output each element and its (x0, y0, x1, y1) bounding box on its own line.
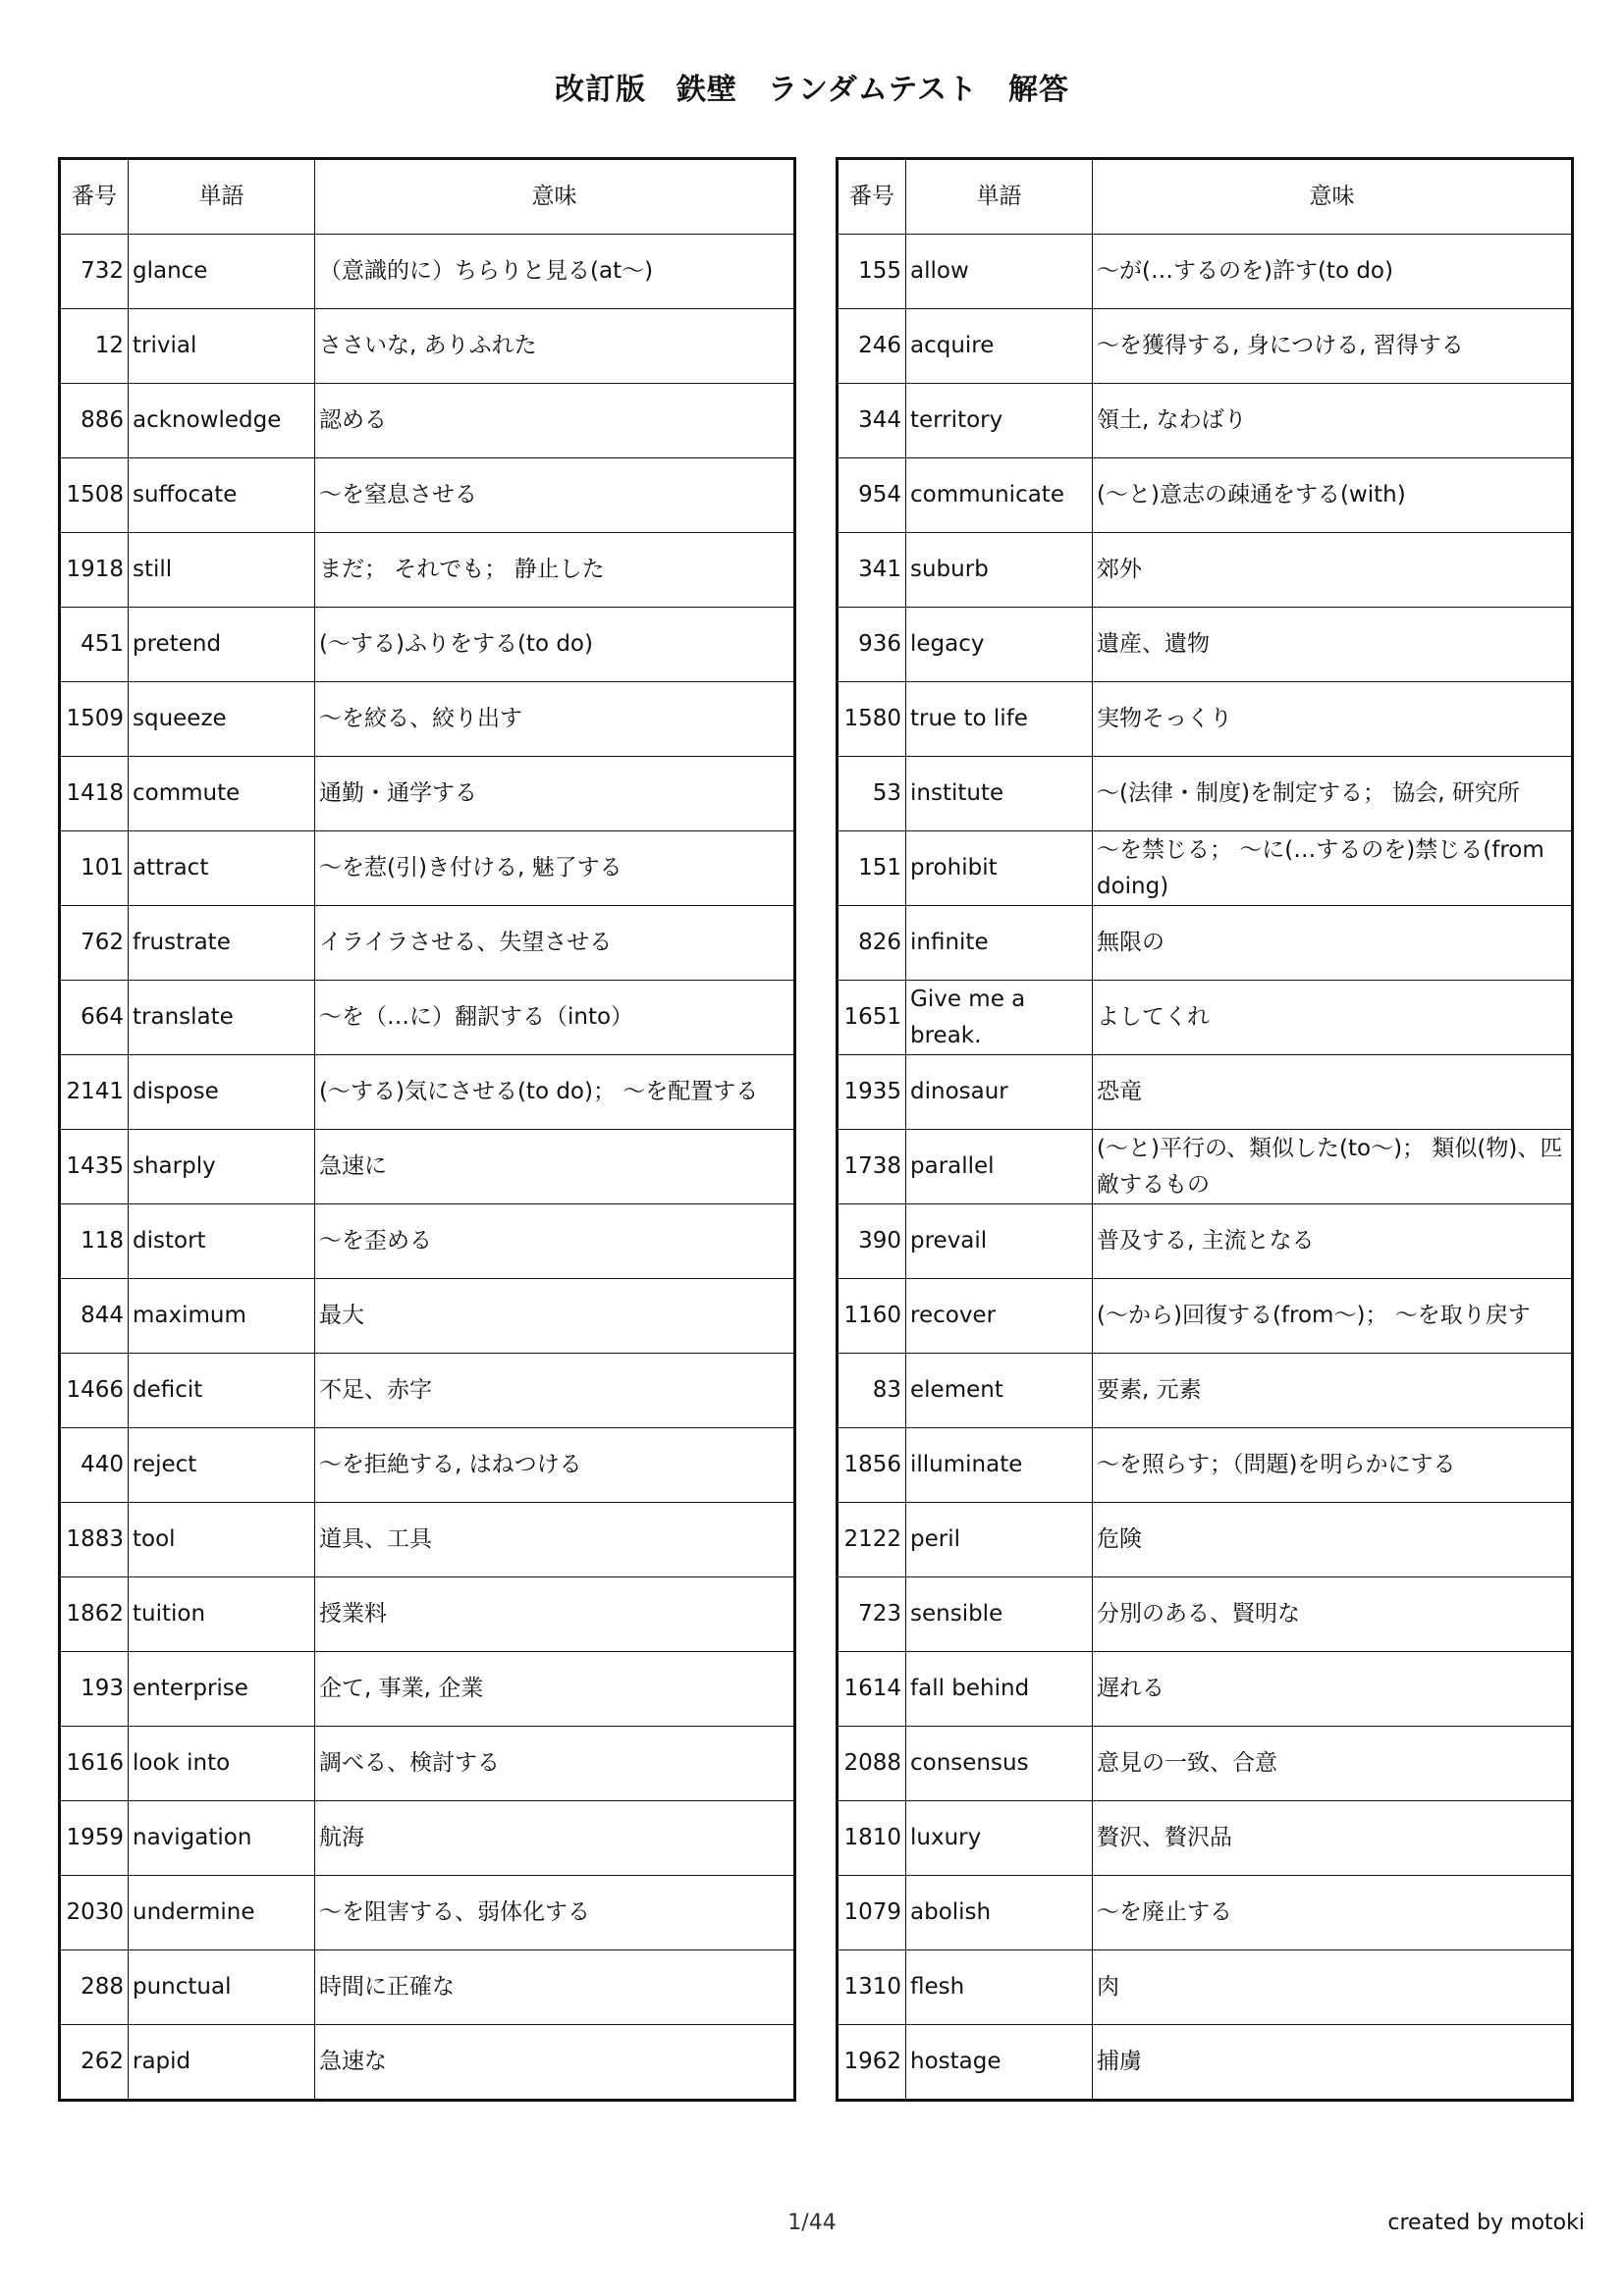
word-meaning: ～を獲得する, 身につける, 習得する (1093, 309, 1573, 384)
table-row (838, 1577, 1573, 1652)
word-number: 451 (60, 608, 129, 682)
table-row (838, 757, 1573, 831)
word-number: 1580 (838, 682, 906, 757)
word-number: 732 (60, 235, 129, 309)
word-meaning: (～する)ふりをする(to do) (315, 608, 795, 682)
word-text: tool (129, 1503, 315, 1577)
table-row (838, 2025, 1573, 2101)
table-row (838, 1801, 1573, 1876)
word-number: 1160 (838, 1279, 906, 1354)
table-row (60, 1055, 795, 1130)
table-row (60, 1354, 795, 1428)
author-credit: created by motoki (1387, 2211, 1585, 2235)
word-text: look into (129, 1727, 315, 1801)
table-row (838, 682, 1573, 757)
word-number: 1883 (60, 1503, 129, 1577)
page-title: 改訂版 鉄壁 ランダムテスト 解答 (555, 73, 1069, 107)
word-meaning: 航海 (315, 1801, 795, 1876)
table-row (60, 608, 795, 682)
word-number: 1856 (838, 1428, 906, 1503)
word-meaning: よしてくれ (1093, 981, 1573, 1055)
table-row (60, 1279, 795, 1354)
table-row (838, 1652, 1573, 1727)
word-text: squeeze (129, 682, 315, 757)
table-row (60, 1204, 795, 1279)
header-word: 単語 (906, 159, 1093, 235)
word-text: institute (906, 757, 1093, 831)
word-text: prohibit (906, 831, 1093, 906)
word-text: distort (129, 1204, 315, 1279)
word-number: 723 (838, 1577, 906, 1652)
header-meaning: 意味 (1093, 159, 1573, 235)
word-meaning: まだ； それでも； 静止した (315, 533, 795, 608)
word-number: 1738 (838, 1130, 906, 1204)
word-text: legacy (906, 608, 1093, 682)
word-number: 288 (60, 1950, 129, 2025)
word-meaning: 郊外 (1093, 533, 1573, 608)
word-number: 1959 (60, 1801, 129, 1876)
word-number: 1435 (60, 1130, 129, 1204)
table-row (60, 1577, 795, 1652)
table-row (838, 458, 1573, 533)
word-text: navigation (129, 1801, 315, 1876)
table-row (60, 309, 795, 384)
word-number: 1651 (838, 981, 906, 1055)
word-number: 246 (838, 309, 906, 384)
table-row (60, 682, 795, 757)
table-row (838, 1950, 1573, 2025)
word-meaning: ～を（…に）翻訳する（into） (315, 981, 795, 1055)
word-meaning: 要素, 元素 (1093, 1354, 1573, 1428)
word-meaning: ～を照らす；（問題)を明らかにする (1093, 1428, 1573, 1503)
word-meaning: 企て, 事業, 企業 (315, 1652, 795, 1727)
word-text: hostage (906, 2025, 1093, 2101)
word-number: 2088 (838, 1727, 906, 1801)
word-text: infinite (906, 906, 1093, 981)
table-row (60, 831, 795, 906)
word-meaning: 遅れる (1093, 1652, 1573, 1727)
word-text: attract (129, 831, 315, 906)
word-meaning: 時間に正確な (315, 1950, 795, 2025)
word-text: pretend (129, 608, 315, 682)
table-row (60, 1876, 795, 1950)
word-text: deficit (129, 1354, 315, 1428)
word-number: 2030 (60, 1876, 129, 1950)
word-number: 1616 (60, 1727, 129, 1801)
word-meaning: ～を窒息させる (315, 458, 795, 533)
table-row (838, 1055, 1573, 1130)
word-number: 826 (838, 906, 906, 981)
word-text: dispose (129, 1055, 315, 1130)
word-text: prevail (906, 1204, 1093, 1279)
word-number: 1466 (60, 1354, 129, 1428)
word-number: 2141 (60, 1055, 129, 1130)
word-number: 151 (838, 831, 906, 906)
table-row (838, 384, 1573, 458)
word-number: 341 (838, 533, 906, 608)
word-text: maximum (129, 1279, 315, 1354)
table-row (60, 757, 795, 831)
table-row (60, 1801, 795, 1876)
word-text: frustrate (129, 906, 315, 981)
table-row (60, 533, 795, 608)
word-number: 886 (60, 384, 129, 458)
word-number: 1962 (838, 2025, 906, 2101)
word-meaning: 無限の (1093, 906, 1573, 981)
word-meaning: ～を阻害する、弱体化する (315, 1876, 795, 1950)
word-number: 12 (60, 309, 129, 384)
word-meaning: (～と)意志の疎通をする(with) (1093, 458, 1573, 533)
word-meaning: 不足、赤字 (315, 1354, 795, 1428)
word-meaning: 贅沢、贅沢品 (1093, 1801, 1573, 1876)
word-number: 844 (60, 1279, 129, 1354)
word-meaning: ～を廃止する (1093, 1876, 1573, 1950)
word-number: 118 (60, 1204, 129, 1279)
table-row (838, 1279, 1573, 1354)
word-meaning: ～が(…するのを)許す(to do) (1093, 235, 1573, 309)
word-text: abolish (906, 1876, 1093, 1950)
word-text: true to life (906, 682, 1093, 757)
vocab-table-left (58, 157, 796, 2102)
word-meaning: 捕虜 (1093, 2025, 1573, 2101)
word-text: suburb (906, 533, 1093, 608)
table-row (838, 981, 1573, 1055)
table-row (838, 1354, 1573, 1428)
word-text: enterprise (129, 1652, 315, 1727)
header-meaning: 意味 (315, 159, 795, 235)
word-number: 1935 (838, 1055, 906, 1130)
word-number: 936 (838, 608, 906, 682)
word-number: 440 (60, 1428, 129, 1503)
word-text: territory (906, 384, 1093, 458)
word-meaning: 恐竜 (1093, 1055, 1573, 1130)
word-meaning: 遺産、遺物 (1093, 608, 1573, 682)
header-row (60, 159, 795, 235)
word-text: acquire (906, 309, 1093, 384)
table-row (60, 1428, 795, 1503)
table-row (60, 1950, 795, 2025)
table-row (60, 2025, 795, 2101)
word-meaning: イライラさせる、失望させる (315, 906, 795, 981)
word-text: acknowledge (129, 384, 315, 458)
word-meaning: 領土, なわばり (1093, 384, 1573, 458)
word-number: 1079 (838, 1876, 906, 1950)
word-text: communicate (906, 458, 1093, 533)
word-text: fall behind (906, 1652, 1093, 1727)
word-meaning: 急速な (315, 2025, 795, 2101)
word-text: peril (906, 1503, 1093, 1577)
word-number: 762 (60, 906, 129, 981)
left-table-body (60, 235, 795, 2101)
table-row (60, 906, 795, 981)
table-row (60, 384, 795, 458)
word-meaning: ～(法律・制度)を制定する； 協会, 研究所 (1093, 757, 1573, 831)
word-number: 664 (60, 981, 129, 1055)
word-meaning: 危険 (1093, 1503, 1573, 1577)
word-number: 1918 (60, 533, 129, 608)
word-text: tuition (129, 1577, 315, 1652)
word-text: undermine (129, 1876, 315, 1950)
word-meaning: ～を歪める (315, 1204, 795, 1279)
table-row (838, 235, 1573, 309)
table-row (60, 1652, 795, 1727)
word-number: 101 (60, 831, 129, 906)
table-row (838, 608, 1573, 682)
word-text: commute (129, 757, 315, 831)
word-meaning: 調べる、検討する (315, 1727, 795, 1801)
table-row (838, 906, 1573, 981)
table-row (838, 1428, 1573, 1503)
header-row (838, 159, 1573, 235)
word-meaning: 分別のある、賢明な (1093, 1577, 1573, 1652)
word-text: punctual (129, 1950, 315, 2025)
word-meaning: 普及する, 主流となる (1093, 1204, 1573, 1279)
word-number: 1508 (60, 458, 129, 533)
word-text: still (129, 533, 315, 608)
word-number: 954 (838, 458, 906, 533)
word-number: 1310 (838, 1950, 906, 2025)
word-number: 344 (838, 384, 906, 458)
table-row (838, 1727, 1573, 1801)
word-meaning: ～を惹(引)き付ける, 魅了する (315, 831, 795, 906)
table-row (838, 831, 1573, 906)
word-text: rapid (129, 2025, 315, 2101)
table-row (838, 1204, 1573, 1279)
word-number: 193 (60, 1652, 129, 1727)
word-text: sharply (129, 1130, 315, 1204)
word-meaning: ささいな, ありふれた (315, 309, 795, 384)
word-meaning: （意識的に）ちらりと見る(at～) (315, 235, 795, 309)
word-text: reject (129, 1428, 315, 1503)
word-number: 155 (838, 235, 906, 309)
vocab-table-right (836, 157, 1574, 2102)
word-meaning: ～を拒絶する, はねつける (315, 1428, 795, 1503)
word-number: 1418 (60, 757, 129, 831)
word-meaning: 道具、工具 (315, 1503, 795, 1577)
word-number: 53 (838, 757, 906, 831)
word-text: luxury (906, 1801, 1093, 1876)
word-text: Give me a break. (906, 981, 1093, 1055)
table-row (60, 1727, 795, 1801)
word-text: dinosaur (906, 1055, 1093, 1130)
table-row (838, 309, 1573, 384)
table-row (60, 1130, 795, 1204)
word-meaning: 最大 (315, 1279, 795, 1354)
word-meaning: (～と)平行の、類似した(to～)； 類似(物)、匹敵するもの (1093, 1130, 1573, 1204)
word-text: consensus (906, 1727, 1093, 1801)
word-number: 1614 (838, 1652, 906, 1727)
word-meaning: 認める (315, 384, 795, 458)
table-row (60, 1503, 795, 1577)
word-text: illuminate (906, 1428, 1093, 1503)
word-meaning: (～する)気にさせる(to do)； ～を配置する (315, 1055, 795, 1130)
table-row (838, 1503, 1573, 1577)
page-number: 1/44 (787, 2211, 837, 2235)
word-meaning: 肉 (1093, 1950, 1573, 2025)
word-meaning: ～を禁じる； ～に(…するのを)禁じる(from doing) (1093, 831, 1573, 906)
table-row (60, 458, 795, 533)
word-meaning: 急速に (315, 1130, 795, 1204)
word-text: glance (129, 235, 315, 309)
table-row (60, 235, 795, 309)
word-number: 1862 (60, 1577, 129, 1652)
word-text: translate (129, 981, 315, 1055)
table-row (60, 981, 795, 1055)
table-row (838, 533, 1573, 608)
word-number: 1509 (60, 682, 129, 757)
word-text: recover (906, 1279, 1093, 1354)
word-number: 83 (838, 1354, 906, 1428)
word-text: flesh (906, 1950, 1093, 2025)
word-text: suffocate (129, 458, 315, 533)
word-meaning: ～を絞る、絞り出す (315, 682, 795, 757)
table-row (838, 1876, 1573, 1950)
header-number: 番号 (60, 159, 129, 235)
header-number: 番号 (838, 159, 906, 235)
word-number: 1810 (838, 1801, 906, 1876)
word-number: 390 (838, 1204, 906, 1279)
word-number: 2122 (838, 1503, 906, 1577)
word-text: parallel (906, 1130, 1093, 1204)
word-text: element (906, 1354, 1093, 1428)
word-meaning: 通勤・通学する (315, 757, 795, 831)
word-text: allow (906, 235, 1093, 309)
header-word: 単語 (129, 159, 315, 235)
word-meaning: 実物そっくり (1093, 682, 1573, 757)
table-row (838, 1130, 1573, 1204)
word-number: 262 (60, 2025, 129, 2101)
word-meaning: 意見の一致、合意 (1093, 1727, 1573, 1801)
right-table-body (838, 235, 1573, 2101)
word-meaning: (～から)回復する(from～)； ～を取り戻す (1093, 1279, 1573, 1354)
word-text: trivial (129, 309, 315, 384)
word-meaning: 授業料 (315, 1577, 795, 1652)
word-text: sensible (906, 1577, 1093, 1652)
